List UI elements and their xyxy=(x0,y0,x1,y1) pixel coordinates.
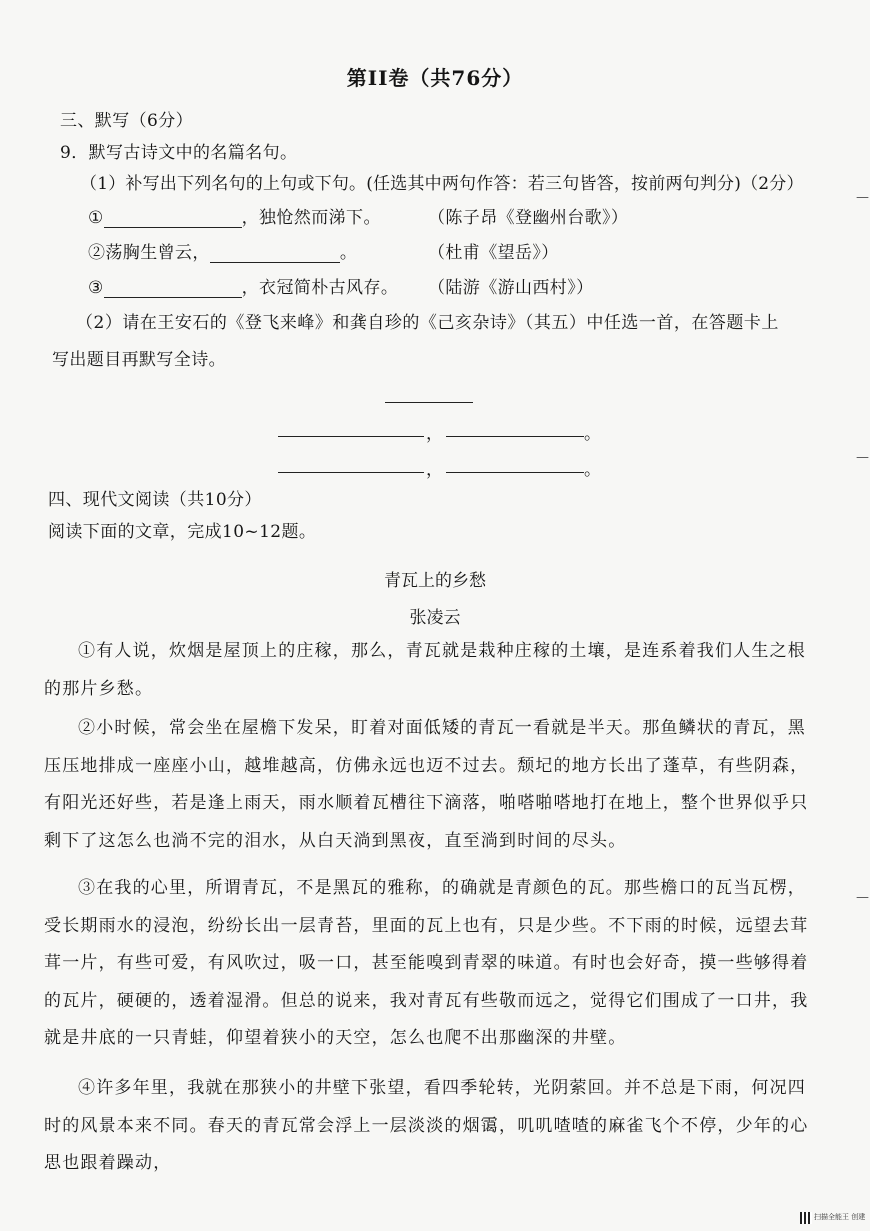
reading-instruction: 阅读下面的文章，完成10~12题。 xyxy=(48,522,317,542)
question-9-part2-line1: （2）请在王安石的《登飞来峰》和龚自珍的《己亥杂诗》（其五）中任选一首，在答题卡上 xyxy=(76,313,779,333)
item-text: ，衣冠简朴古风存。 xyxy=(241,278,399,298)
article-author: 张凌云 xyxy=(409,608,461,628)
question-9-part2-line2: 写出题目再默写全诗。 xyxy=(52,350,226,370)
paragraph-2: ②小时候，常会坐在屋檐下发呆，盯着对面低矮的青瓦一看就是半天。那鱼鳞状的青瓦，黑压压地排成一座座小山，越堆越高，仿佛永远也迈不过去。颓圮的地方长出了蓬草，有些阴森，有阳光还好些，若是逢上雨天，雨水顺着瓦槽往下滴落，啪嗒啪嗒地打在地上，整个世界似乎只剩下了这怎么也淌不完的泪水，从白天淌到黑夜，直至淌到时间的尽头。 xyxy=(44,718,809,851)
article-title: 青瓦上的乡愁 xyxy=(384,571,486,591)
section4-heading: 四、现代文阅读（共10分） xyxy=(48,490,262,510)
paragraph-3: ③在我的心里，所谓青瓦，不是黑瓦的雅称，的确就是青颜色的瓦。那些檐口的瓦当瓦楞，受长期雨水的浸泡，纷纷长出一层青苔，里面的瓦上也有，只是少些。不下雨的时候，远望去茸茸一片，有些可爱，有风吹过，吸一口，甚至能嗅到青翠的味道。有时也会好奇，摸一些够得着的瓦片，硬硬的，透着湿滑。但总的说来，我对青瓦有些敬而远之，觉得它们围成了一口井，我就是井底的一只青蛙，仰望着狭小的天空，怎么也爬不出那幽深的井壁。 xyxy=(44,878,809,1048)
answer-blank[interactable] xyxy=(210,244,340,263)
comma: ， xyxy=(426,424,444,444)
scanner-label: 扫描全能王 创建 xyxy=(814,1213,866,1221)
margin-mark: — xyxy=(856,190,869,205)
item-number: ① xyxy=(88,208,104,228)
item-1-source: （陈子昂《登幽州台歌》） xyxy=(428,208,629,228)
item-text: ，独怆然而涕下。 xyxy=(241,208,381,228)
volume-title: 第II卷（共76分） xyxy=(346,66,524,90)
period: 。 xyxy=(584,424,602,444)
question-9: 9．默写古诗文中的名篇名句。 xyxy=(60,143,298,163)
fill-item-2 xyxy=(88,243,357,263)
item-2-source: （杜甫《望岳》） xyxy=(428,243,559,263)
comma: ， xyxy=(426,460,444,480)
fill-item-3 xyxy=(88,278,398,298)
item-number: ③ xyxy=(88,278,104,298)
poem-line-2b[interactable] xyxy=(446,472,584,473)
section3-heading: 三、默写（6分） xyxy=(60,111,194,131)
poem-title-line[interactable] xyxy=(385,402,473,403)
margin-mark: — xyxy=(856,890,869,905)
margin-mark: — xyxy=(856,450,869,465)
answer-blank[interactable] xyxy=(104,279,242,298)
fill-item-1 xyxy=(88,208,381,228)
question-9-part1: （1）补写出下列名句的上句或下句。(任选其中两句作答：若三句皆答，按前两句判分)（2分） xyxy=(80,174,804,194)
paragraph-4: ④许多年里，我就在那狭小的井壁下张望，看四季轮转，光阴萦回。并不总是下雨，何况四时的风景本来不同。春天的青瓦常会浮上一层淡淡的烟霭，叽叽喳喳的麻雀飞个不停，少年的心思也跟着躁动， xyxy=(44,1078,809,1173)
answer-blank[interactable] xyxy=(104,209,242,228)
poem-line-1b[interactable] xyxy=(446,436,584,437)
poem-line-2a[interactable] xyxy=(278,472,424,473)
scanner-qr-icon xyxy=(800,1212,812,1224)
item-number: ② xyxy=(88,243,106,263)
item-text: 。 xyxy=(339,243,358,263)
item-text: 荡胸生曾云， xyxy=(105,243,210,263)
item-3-source: （陆游《游山西村》） xyxy=(428,278,594,298)
paragraph-1: ①有人说，炊烟是屋顶上的庄稼，那么，青瓦就是栽种庄稼的土壤，是连系着我们人生之根的那片乡愁。 xyxy=(44,641,806,699)
period: 。 xyxy=(584,460,602,480)
poem-line-1a[interactable] xyxy=(278,436,424,437)
